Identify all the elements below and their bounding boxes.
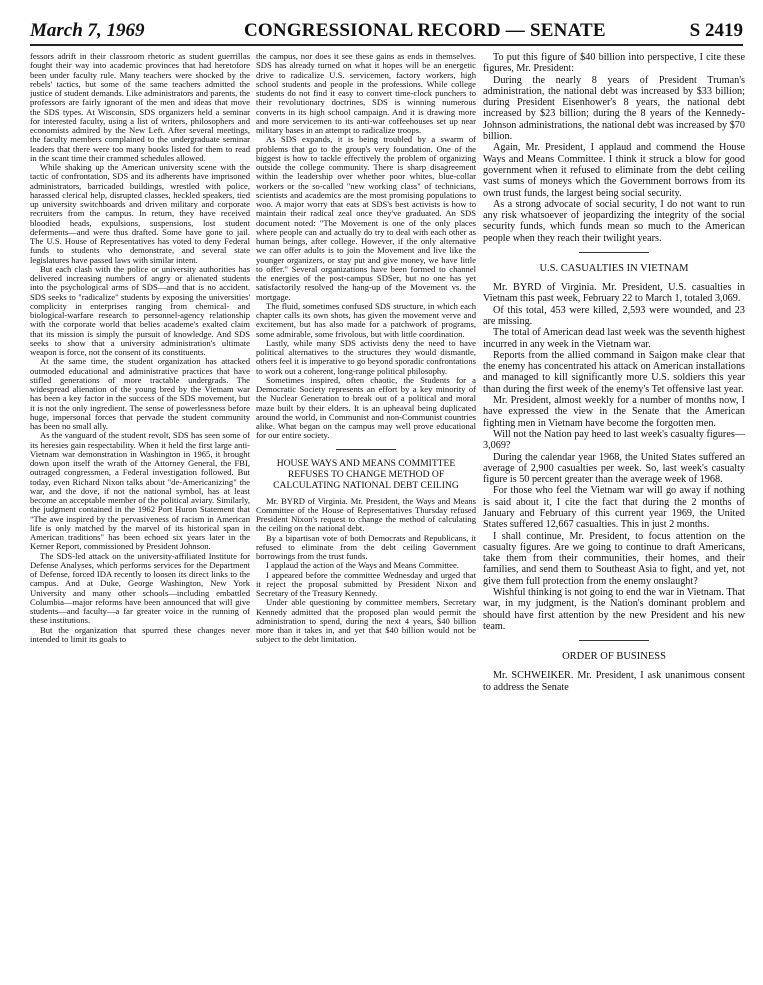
paragraph: As a strong advocate of social security, I do not want to run any risk whatsoever of jeopardizing the integrity of the social security funds, which funds mean so much to the American people when they reach their twilight years. [483, 198, 745, 244]
paragraph: Lastly, while many SDS activists deny the need to have political alternatives to the structures they would dismantle, others feel it is imperative to go beyond sporadic confrontations to work out a coherent, long-range political philosophy. [256, 337, 476, 376]
paragraph: As SDS expands, it is being troubled by a swarm of problems that go to the group's very foundation. One of the biggest is how to tackle effectively the problem of organizing outside the college community. There is sharp disagreement within the leadership over whether poor whites, blue-collar workers or the so-called "new working class" of technicians, scientists and academics are the most promising populations to woo. A major worry that eats at SDS's best activists is how to maintain their radical zeal once they've graduated. An SDS document noted: "The Movement is one of the only places where people can and actually do try to deal with each other as human beings, after college. However, if the only alternative we can offer adults is to join the Movement and live like the younger organizers, or stay put and give money, we have little to offer." Several organizations have been formed to channel the energies of the post-campus SDSer, but no one has yet satisfactorily resolved the hang-up of the Movement vs. the mortgage. [256, 134, 476, 302]
column-3 [483, 52, 745, 977]
paragraph: To put this figure of $40 billion into perspective, I cite these figures, Mr. President: [483, 52, 745, 75]
section-heading-order-of-business: ORDER OF BUSINESS [562, 651, 666, 663]
paragraph: Wishful thinking is not going to end the war in Vietnam. That war, in my judgment, is the Nation's dominant problem and should have first attention by the new President and his new team. [483, 587, 745, 632]
paragraph: While shaking up the American university scene with the tactic of confrontation, SDS and its adherents have imprisoned administrators, barricaded buildings, wrestled with police, harassed clerical help, disrupted classes, heckled speakers, tied up university switchboards and driven military and corporate recruiters from the campus. In return, they have received bloodied heads, expulsions, suspensions, lost student deferments—and were thus drafted. Some have gone to jail. The U.S. House of Representatives has voted to deny Federal funds to students who demonstrate, and several state legislatures have passed laws with similar intent. [30, 162, 250, 265]
paragraph: The fluid, sometimes confused SDS structure, in which each chapter calls its own shots, has given the movement verve and excitement, but has also made for a patchwork of programs, some admirable, some frivolous, but with little coordination. [256, 300, 476, 339]
header-rule [30, 44, 743, 46]
section-divider [579, 640, 649, 641]
paragraph: Mr. BYRD of Virginia. Mr. President, U.S. casualties in Vietnam this past week, February 22 to March 1, totaled 3,069. [483, 282, 745, 305]
paragraph: Mr. President, almost weekly for a number of months now, I have expressed the view in the Senate that the American fighting men in Vietnam have become the forgotten men. [483, 395, 745, 429]
paragraph: But the organization that spurred these changes never intended to limit its goals to [30, 624, 250, 644]
paragraph: I applaud the action of the Ways and Means Committee. [266, 560, 459, 571]
section-divider [579, 252, 649, 253]
paragraph: By a bipartisan vote of both Democrats and Republicans, it refused to eliminate from the debt ceiling Government borrowings from the trust funds. [256, 532, 476, 561]
paragraph: Of this total, 453 were killed, 2,593 were wounded, and 23 are missing. [483, 304, 745, 327]
section-heading-vietnam-casualties: U.S. CASUALTIES IN VIETNAM [539, 263, 689, 275]
paragraph: Reports from the allied command in Saigon make clear that the enemy has concentrated his attack on American installations and managed to kill significantly more U.S. soldiers this year than during the first week of the enemy's Tet offensive last year. [483, 349, 745, 395]
paragraph: During the nearly 8 years of President Truman's administration, the national debt was increased by $33 billion; during President Eisenhower's 8 years, the national debt increased by $23 billion; during the 8 years of the Kennedy-Johnson administrations, the national debt was increased by $70 billion. [483, 74, 745, 143]
section-divider [336, 449, 396, 450]
paragraph: fessors adrift in their classroom rhetoric as student guerrillas fought their way into academic provinces that had heretofore been under faculty rule. Many teachers were shocked by the rebels' tactics, but some of the same teachers admitted the justice of student demands. Like administrators and parents, the professors are fairly ignorant of the men and ideas that move the SDS types. At Wisconsin, SDS organizers held a seminar for interested faculty, using a list of writers, philosophers and economists admired by the New Left. After several meetings, the faculty members complained to the undergraduate seminar leaders that there were too many books listed for them to read in the scant time their crammed schedules allowed. [30, 52, 250, 163]
paragraph: But each clash with the police or university authorities has delivered increasing numbers of angry or alienated students into the psychological arms of SDS—and that is no accident. SDS seeks to "radicalize" students by exposing the universities' complicity in enterprises ranging from chemical- and biological-warfare research to personnel-agency relationship with the corporate world that belies academe's exalted claim that its mission is simply the pursuit of knowledge. And SDS seeks to show that a university administration's ultimate weapon is force, not the consent of its constituents. [30, 263, 250, 357]
paragraph: As the vanguard of the student revolt, SDS has seen some of its heresies gain respectability. When it held the first large anti-Vietnam war demonstration in Washington in 1965, it brought down upon itself the wrath of the Attorney General, the FBI, outraged congressmen, a Federal investigation followed. But today, even Richard Nixon talks about "de-Americanizing" the war, and the dove, if not the national symbol, has at least become an acceptable member of the political aviary. Similarly, the judgment contained in the 1962 Port Huron Statement that "The awe inspired by the pervasiveness of racism in American life is only matched by the marvel of its historical span in American traditions" has been echoed six years later in the Kerner Report, commissioned by President Johnson. [30, 430, 250, 552]
paragraph: Will not the Nation pay heed to last week's casualty figures—3,069? [483, 428, 745, 452]
paragraph: For those who feel the Vietnam war will go away if nothing is said about it, I cite the fact that during the 2 months of January and February of this current year 1969, the United States suffered 12,667 casualties. This in just 2 months. [483, 485, 745, 531]
paragraph: Mr. BYRD of Virginia. Mr. President, the Ways and Means Committee of the House of Representatives Thursday refused President Nixon's request to change the method of calculating the ceiling on the national debt. [256, 495, 476, 534]
header-page-number: S 2419 [689, 20, 743, 41]
paragraph: During the calendar year 1968, the United States suffered an average of 2,900 casualties per week. So, last week's casualty figure is 50 percent greater than the average week of 1968. [483, 451, 745, 486]
paragraph: Mr. SCHWEIKER. Mr. President, I ask unanimous consent to address the Senate [483, 670, 745, 693]
paragraph: At the same time, the student organization has attacked outmoded educational and administrative practices that have stifled generations of more tractable undergrads. The widespread alienation of the young bred by the Vietnam war has been a key factor in the success of the SDS movement, but it is not the only ingredient. The sense of powerlessness before huge, impersonal forces that pervade the student community has been no small ally. [30, 356, 250, 431]
paragraph: I shall continue, Mr. President, to focus attention on the casualty figures. Are we going to continue to draft Americans, take them from their communities, their homes, and their families, and send them to Southeast Asia to fight, and yet, not give them full protection from the enemy onslaught? [483, 530, 745, 587]
paragraph: The total of American dead last week was the seventh highest incurred in any week in the Vietnam war. [483, 327, 745, 350]
paragraph: Sometimes inspired, often chaotic, the Students for a Democratic Society represents an effort by a key minority of the Nuclear Generation to break out of a political and moral maze built by their elders. It is an upheaval being duplicated around the world, in Communist and non-Communist countries alike. What began on the campus may well prove educational for our entire society. [256, 374, 476, 441]
header-title: CONGRESSIONAL RECORD — SENATE [244, 20, 606, 41]
column-1 [30, 52, 250, 977]
header-date: March 7, 1969 [30, 20, 145, 41]
paragraph: the campus, nor does it see these gains as ends in themselves. SDS has already turned on what it hopes will be an energetic drive to radicalize U.S. servicemen, factory workers, high school students and people in the professions. While college students do not find it easy to convert time-clock punchers to their revolutionary doctrines, SDS is winning numerous converts in its high school campaign. And it is drawing more and more servicemen to its anti-war coffeehouses set up near military bases in an attempt to radicalize troops. [256, 52, 476, 135]
paragraph: Again, Mr. President, I applaud and commend the House Ways and Means Committee. I think it struck a blow for good government when it refused to eliminate from the debt ceiling vast sums of moneys which the Government borrows from its own trust funds, the largest being social security. [483, 142, 745, 199]
column-2 [256, 52, 476, 977]
paragraph: I appeared before the committee Wednesday and urged that it reject the proposal submitted by President Nixon and Secretary of the Treasury Kennedy. [256, 569, 476, 598]
paragraph: Under able questioning by committee members, Secretary Kennedy admitted that the proposed plan would permit the administration to spend, during the next 4 years, $40 billion more than it takes in, and yet that $40 billion would not be subject to the debt limitation. [256, 597, 476, 645]
paragraph: The SDS-led attack on the university-affiliated Institute for Defense Analyses, which performs services for the Department of Defense, forced IDA recently to loosen its direct links to the campus. And at Duke, George Washington, New York University and many other schools—including embattled Columbia—major reforms have been announced that will give students—and faculty—a far greater voice in the running of these institutions. [30, 550, 250, 626]
section-heading-debt-ceiling: HOUSE WAYS AND MEANS COMMITTEE REFUSES TO CHANGE METHOD OF CALCULATING NATIONAL DEBT CEILING [273, 457, 459, 491]
